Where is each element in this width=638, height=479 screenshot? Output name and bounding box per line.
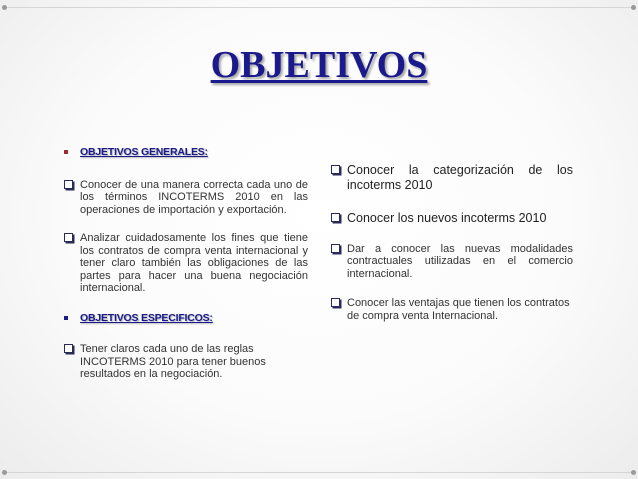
square-bullet-icon [64,316,68,320]
list-item: Conocer los nuevos incoterms 2010 [330,211,573,226]
checkbox-bullet-icon [331,213,340,222]
square-bullet-icon [64,150,68,154]
list-item: Tener claros cada uno de las reglas INCOTERMS 2010 para tener buenos resultados en la negociación. [63,343,308,381]
checkbox-bullet-icon [331,298,340,307]
general-objectives-heading: OBJETIVOS GENERALES: [63,146,308,159]
corner-dot [2,470,7,475]
corner-dot [2,5,7,10]
left-column [63,146,308,381]
slide-title-wrap [0,43,638,87]
top-frame-line [4,7,634,8]
specific-objectives-heading: OBJETIVOS ESPECIFICOS: [63,312,308,325]
list-item: Dar a conocer las nuevas modalidades contractuales utilizadas en el comercio internacional. [330,243,573,281]
checkbox-bullet-icon [64,180,73,189]
checkbox-bullet-icon [64,344,73,353]
list-item: Conocer la categorización de los incoterms 2010 [330,163,573,192]
bottom-frame-line [4,472,634,473]
slide-title: OBJETIVOS [210,44,428,86]
list-item: Analizar cuidadosamente los fines que tiene los contratos de compra venta internacional y tener claro también las obligaciones de las partes para hacer una buena negociación internacional. [63,232,308,295]
corner-dot [631,5,636,10]
checkbox-bullet-icon [331,165,340,174]
list-item: Conocer las ventajas que tienen los contratos de compra venta Internacional. [330,297,573,322]
checkbox-bullet-icon [64,233,73,242]
corner-dot [631,470,636,475]
checkbox-bullet-icon [331,244,340,253]
right-column [330,163,573,322]
list-item: Conocer de una manera correcta cada uno de los términos INCOTERMS 2010 en las operaciones de importación y exportación. [63,179,308,217]
